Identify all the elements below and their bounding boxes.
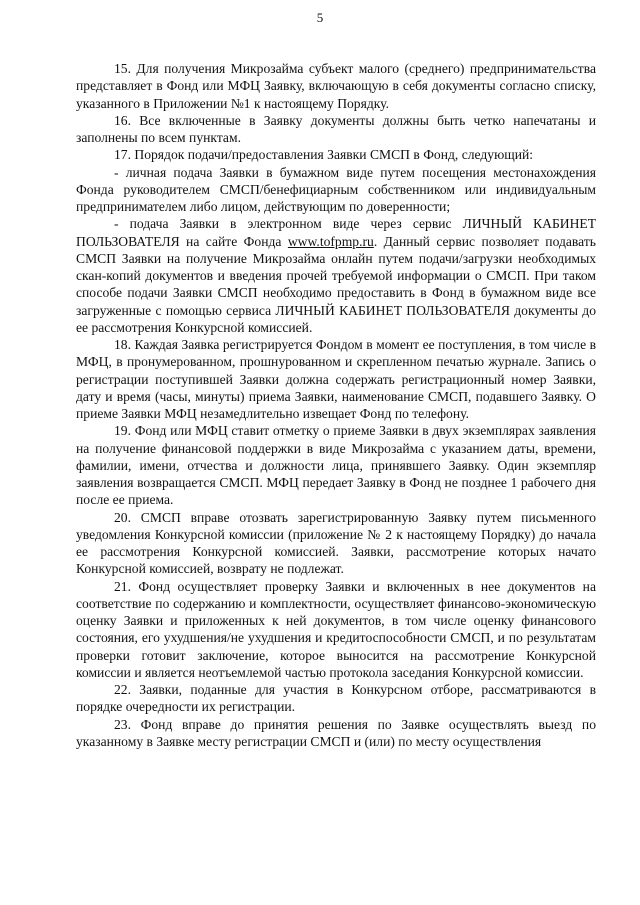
- paragraph-text: - личная подача Заявки в бумажном виде путем посещения местонахождения Фонда руководителем СМСП/бенефициарным собственником или индивидуальным предпринимателем либо лицом, действующим по доверенности;: [76, 164, 596, 214]
- paragraph-text: 19. Фонд или МФЦ ставит отметку о приеме Заявки в двух экземплярах заявления на получение финансовой поддержки в виде Микрозайма с указанием даты, времени, фамилии, имени, отчества и должности лица, принявшего Заявку. Один экземпляр заявления возвращается СМСП. МФЦ передает Заявку в Фонд не позднее 1 рабочего дня после ее приема.: [76, 423, 596, 508]
- paragraph-p16: [76, 112, 596, 147]
- paragraph-text: 22. Заявки, поданные для участия в Конкурсном отборе, рассматриваются в порядке очередности их регистрации.: [76, 682, 596, 715]
- document-body: [76, 60, 596, 750]
- website-link[interactable]: www.tofpmp.ru: [287, 233, 374, 249]
- paragraph-text: 21. Фонд осуществляет проверку Заявки и включенных в нее документов на соответствие по содержанию и комплектности, осуществляет финансово-экономическую оценку Заявки и приложенных к ней документов, в том числе оценку финансового состояния, его ухудшения/не ухудшения и кредитоспособности СМСП, и по результатам проверки готовит заключение, которое выносится на рассмотрение Конкурсной комиссии и является неотъемлемой частью протокола заседания Конкурсной комиссии.: [76, 578, 596, 680]
- paragraph-p17: [76, 146, 596, 163]
- paragraph-text: 23. Фонд вправе до принятия решения по Заявке осуществлять выезд по указанному в Заявке месту регистрации СМСП и (или) по месту осуществления: [76, 716, 596, 749]
- paragraph-p17b: [76, 215, 596, 336]
- paragraph-text: . Данный сервис позволяет подавать СМСП Заявки на получение Микрозайма онлайн путем подачи/загрузки необходимых скан-копий документов и введения прочей требуемой информации о СМСП. При таком способе подачи Заявки СМСП необходимо предоставить в Фонд в бумажном виде все загруженные с помощью сервиса ЛИЧНЫЙ КАБИНЕТ ПОЛЬЗОВАТЕЛЯ документы до ее рассмотрения Конкурсной комиссией.: [76, 233, 596, 335]
- paragraph-p19: [76, 422, 596, 508]
- paragraph-text: 18. Каждая Заявка регистрируется Фондом в момент ее поступления, в том числе в МФЦ, в пронумерованном, прошнурованном и скрепленном печатью журнале. Запись о регистрации поступившей Заявки должна содержать регистрационный номер Заявки, дату и время (часы, минуты) приема Заявки, наименование СМСП, подавшего Заявку. О приеме Заявки МФЦ незамедлительно извещает Фонд по телефону.: [76, 337, 596, 421]
- paragraph-text: 16. Все включенные в Заявку документы должны быть четко напечатаны и заполнены по всем пунктам.: [76, 112, 596, 145]
- paragraph-text: 20. СМСП вправе отозвать зарегистрированную Заявку путем письменного уведомления Конкурсной комиссии (приложение № 2 к настоящему Порядку) до начала ее рассмотрения Конкурсной комиссией. Заявки, рассмотрение которых начато Конкурсной комиссией, возврату не подлежат.: [76, 509, 596, 577]
- paragraph-text: 17. Порядок подачи/предоставления Заявки СМСП в Фонд, следующий:: [114, 147, 534, 163]
- paragraph-p15: [76, 60, 596, 112]
- paragraph-p17a: [76, 164, 596, 216]
- page-number: 5: [316, 10, 324, 25]
- paragraph-p20: [76, 509, 596, 578]
- paragraph-text: - подача Заявки в электронном виде через сервис ЛИЧНЫЙ КАБИНЕТ ПОЛЬЗОВАТЕЛЯ на сайте Фонда: [76, 216, 596, 249]
- paragraph-p21: [76, 578, 596, 682]
- paragraph-p18: [76, 336, 596, 422]
- paragraph-text: 15. Для получения Микрозайма субъект малого (среднего) предпринимательства представляет в Фонд или МФЦ Заявку, включающую в себя документы согласно списку, указанного в Приложении №1 к настоящему Порядку.: [76, 61, 596, 111]
- paragraph-p22: [76, 681, 596, 716]
- paragraph-p23: [76, 716, 596, 751]
